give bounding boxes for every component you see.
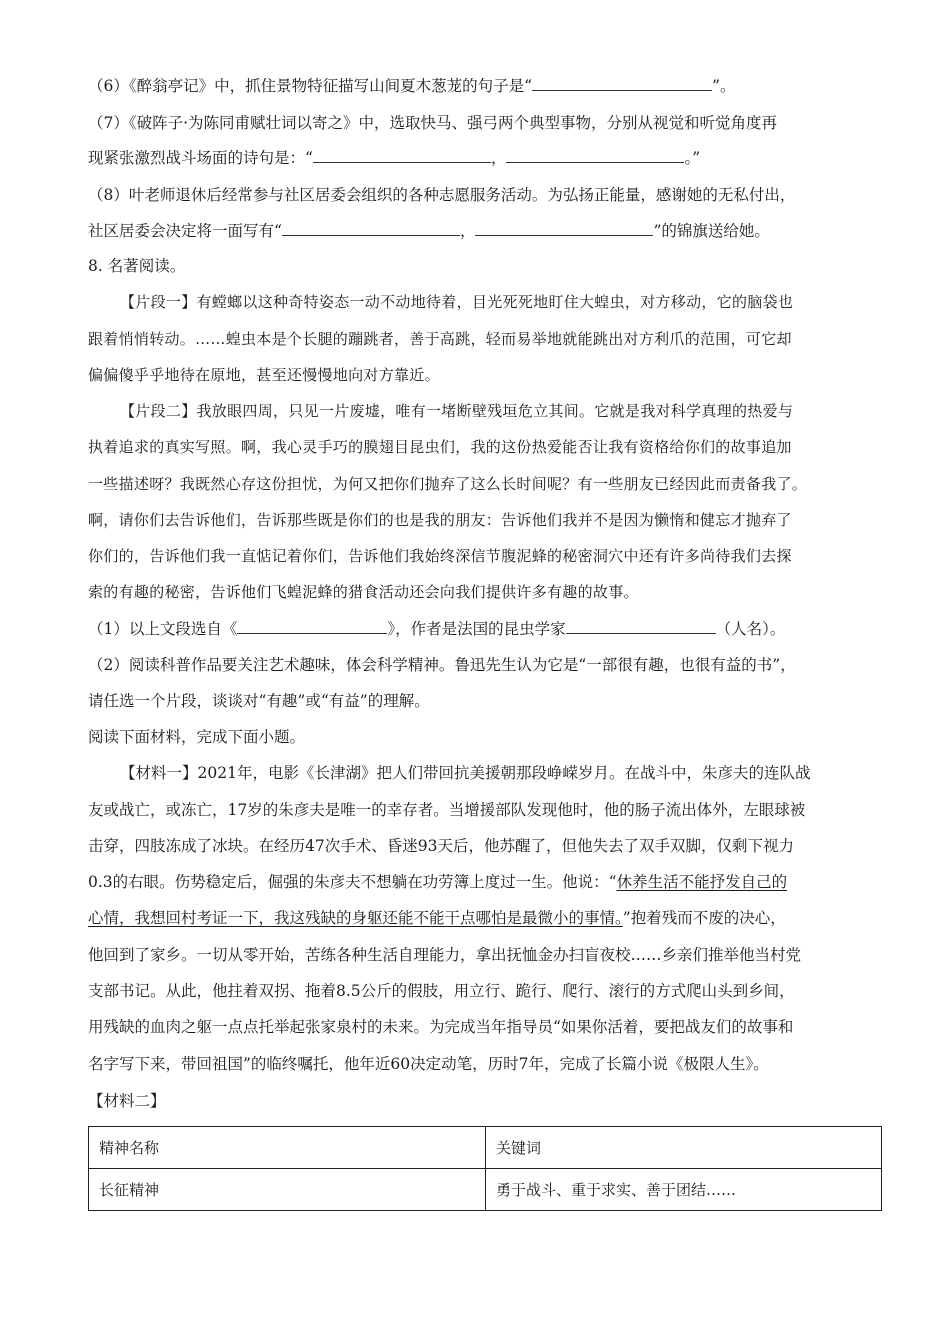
material-1-line: 0.3的右眼。伤势稳定后，倔强的朱彦夫不想躺在功劳簿上度过一生。他说：“休养生活不能抒发自己的	[88, 873, 788, 891]
material-2-label: 【材料二】	[88, 1092, 166, 1110]
sub-question-2-line: 请任选一个片段，谈谈对“有趣”或“有益”的理解。	[88, 692, 430, 710]
fragment-2-line: 执着追求的真实写照。啊，我心灵手巧的膜翅目昆虫们，我的这份热爱能否让我有资格给你们的故事追加	[88, 438, 792, 456]
table-header-row	[89, 1127, 882, 1169]
spirit-table	[88, 1126, 882, 1211]
sub-question-1: （1）以上文段选自《 》，作者是法国的昆虫学家 （人名）。	[88, 620, 786, 638]
underlined-quote: 心情，我想回村考证一下，我这残缺的身躯还能不能干点哪怕是最微小的事情。	[88, 909, 623, 927]
material-1-line: 名字写下来，带回祖国”的临终嘱托，他年近60决定动笔，历时7年，完成了长篇小说《极限人生》。	[88, 1055, 769, 1073]
table-cell: 长征精神	[89, 1169, 486, 1211]
answer-blank[interactable]	[566, 619, 716, 634]
material-1-line: 他回到了家乡。一切从零开始，苦练各种生活自理能力，拿出抚恤金办扫盲夜校……乡亲们推举他当村党	[88, 946, 802, 964]
question-7-line1: （7）《破阵子·为陈同甫赋壮词以寄之》中，选取快马、强弓两个典型事物，分别从视觉和听觉角度再	[88, 114, 778, 132]
question-6: （6）《醉翁亭记》中，抓住景物特征描写山间夏木葱茏的句子是“ ”。	[88, 77, 736, 95]
answer-blank[interactable]	[282, 221, 460, 236]
answer-blank[interactable]	[313, 148, 491, 163]
material-1-line: 支部书记。从此，他拄着双拐、拖着8.5公斤的假肢，用立行、跪行、爬行、滚行的方式爬山头到乡间，	[88, 982, 795, 1000]
underlined-quote: 休养生活不能抒发自己的	[616, 873, 788, 891]
table-cell: 勇于战斗、重于求实、善于团结……	[486, 1169, 882, 1211]
question-8-line2: 社区居委会决定将一面写有“ ， ”的锦旗送给她。	[88, 222, 770, 240]
material-1-line: 友或战亡，或冻亡，17岁的朱彦夫是唯一的幸存者。当增援部队发现他时，他的肠子流出体外，左眼球被	[88, 801, 806, 819]
sub-question-2-line: （2）阅读科普作品要关注艺术趣味，体会科学精神。鲁迅先生认为它是“一部很有趣，也很有益的书”，	[88, 656, 796, 674]
fragment-2-line: 【片段二】我放眼四周，只见一片废墟，唯有一堵断壁残垣危立其间。它就是我对科学真理的热爱与	[120, 402, 794, 420]
reading-intro: 阅读下面材料，完成下面小题。	[88, 728, 306, 746]
material-1-line: 心情，我想回村考证一下，我这残缺的身躯还能不能干点哪怕是最微小的事情。”抱着残而不废的决心，	[88, 909, 786, 927]
question-7-line2: 现紧张激烈战斗场面的诗句是：“ ， 。”	[88, 149, 701, 167]
fragment-2-line: 索的有趣的秘密，告诉他们飞蝗泥蜂的猎食活动还会向我们提供许多有趣的故事。	[88, 583, 639, 601]
fragment-1-line: 跟着悄悄转动。……蝗虫本是个长腿的蹦跳者，善于高跳，轻而易举地就能跳出对方利爪的范围，可它却	[88, 330, 792, 348]
answer-blank[interactable]	[506, 148, 684, 163]
material-1-line: 击穿，四肢冻成了冰块。在经历47次手术、昏迷93天后，他苏醒了，但他失去了双手双脚，仅剩下视力	[88, 837, 794, 855]
answer-blank[interactable]	[532, 76, 712, 91]
fragment-1-line: 【片段一】有螳螂以这种奇特姿态一动不动地待着，目光死死地盯住大蝗虫，对方移动，它的脑袋也	[120, 293, 794, 311]
answer-blank[interactable]	[237, 619, 387, 634]
table-header-cell: 精神名称	[89, 1127, 486, 1169]
fragment-2-line: 一些描述呀？我既然心存这份担忧，为何又把你们抛弃了这么长时间呢？有一些朋友已经因此而责备我了。	[88, 475, 808, 493]
table-header-cell: 关键词	[486, 1127, 882, 1169]
material-1-line: 用残缺的血肉之躯一点点托举起张家泉村的未来。为完成当年指导员“如果你活着，要把战友们的故事和	[88, 1018, 794, 1036]
section-heading: 8. 名著阅读。	[88, 257, 186, 275]
fragment-2-line: 你们的，告诉他们我一直惦记着你们，告诉他们我始终深信节腹泥蜂的秘密洞穴中还有许多尚待我们去探	[88, 547, 792, 565]
question-8-line1: （8）叶老师退休后经常参与社区居委会组织的各种志愿服务活动。为弘扬正能量，感谢她的无私付出，	[88, 186, 796, 204]
fragment-1-line: 偏偏傻乎乎地待在原地，甚至还慢慢地向对方靠近。	[88, 366, 440, 384]
table-row	[89, 1169, 882, 1211]
answer-blank[interactable]	[475, 221, 653, 236]
material-1-line: 【材料一】2021年，电影《长津湖》把人们带回抗美援朝那段峥嵘岁月。在战斗中，朱彦夫的连队战	[120, 764, 811, 782]
fragment-2-line: 啊，请你们去告诉他们，告诉那些既是你们的也是我的朋友：告诉他们我并不是因为懒惰和健忘才抛弃了	[88, 511, 792, 529]
